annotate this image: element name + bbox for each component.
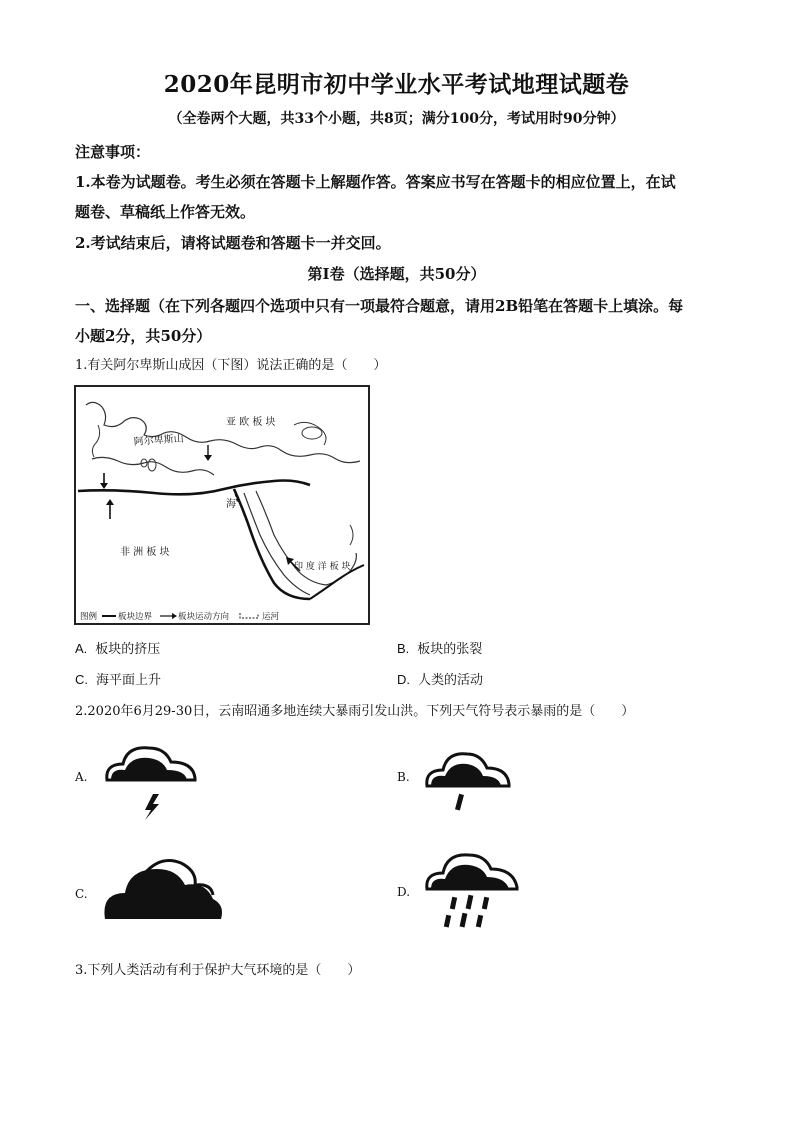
alps-plate-map xyxy=(74,385,370,625)
cloud-light-rain-icon xyxy=(423,742,513,822)
notes-item1-line1: 1.本卷为试题卷。考生必须在答题卡上解题作答。答案应书写在答题卡的相应位置上，在试 xyxy=(75,173,676,191)
question-2-text: 2.2020年6月29-30日，云南昭通多地连续大暴雨引发山洪。下列天气符号表示暴雨的是（ ） xyxy=(75,704,635,719)
cloud-heavy-rain-icon xyxy=(423,845,523,935)
part1-heading: 第Ⅰ卷（选择题，共50分） xyxy=(307,265,486,283)
legend-plate-motion: 板块运动方向 xyxy=(178,612,230,622)
section-heading-line2: 小题2分，共50分） xyxy=(75,327,212,345)
q1-option-b[interactable]: B. 板块的张裂 xyxy=(397,641,483,657)
exam-title: 2020年昆明市初中学业水平考试地理试题卷 xyxy=(163,71,630,98)
legend-canal: 运河 xyxy=(262,612,280,622)
label-indian-ocean-plate: 印 度 洋 板 块 xyxy=(294,562,351,572)
exam-subtitle: （全卷两个大题，共33个小题，共8页；满分100分，考试用时90分钟） xyxy=(168,111,625,127)
cloud-thunderstorm-icon xyxy=(101,740,201,826)
legend-plate-boundary: 板块边界 xyxy=(118,612,153,622)
q2-option-b[interactable]: B. xyxy=(397,740,527,826)
q1-option-d[interactable]: D. 人类的活动 xyxy=(397,672,484,688)
label-african-plate: 非 洲 板 块 xyxy=(120,547,170,558)
section-heading-line1: 一、选择题（在下列各题四个选项中只有一项最符合题意，请用2B铅笔在答题卡上填涂。每 xyxy=(75,297,684,315)
notes-heading: 注意事项： xyxy=(75,143,151,161)
notes-item2: 2.考试结束后，请将试题卷和答题卡一并交回。 xyxy=(75,234,391,252)
question-3-text: 3.下列人类活动有利于保护大气环境的是（ ） xyxy=(75,963,361,978)
overcast-cloud-icon xyxy=(101,855,225,925)
q2-option-c[interactable]: C. xyxy=(75,855,235,935)
q1-option-a[interactable]: A. 板块的挤压 xyxy=(75,641,161,657)
label-eurasia-plate: 亚 欧 板 块 xyxy=(226,417,276,428)
q2-option-a[interactable]: A. xyxy=(75,740,205,826)
label-sea: 海 xyxy=(226,499,236,510)
question-1-text: 1.有关阿尔卑斯山成因（下图）说法正确的是（ ） xyxy=(75,358,387,373)
label-alps: 阿尔卑斯山 xyxy=(133,433,185,448)
q1-option-c[interactable]: C. 海平面上升 xyxy=(75,672,162,688)
notes-item1-line2: 题卷、草稿纸上作答无效。 xyxy=(75,203,256,221)
q2-option-d[interactable]: D. xyxy=(397,845,537,935)
legend-title: 图例 xyxy=(80,612,98,622)
